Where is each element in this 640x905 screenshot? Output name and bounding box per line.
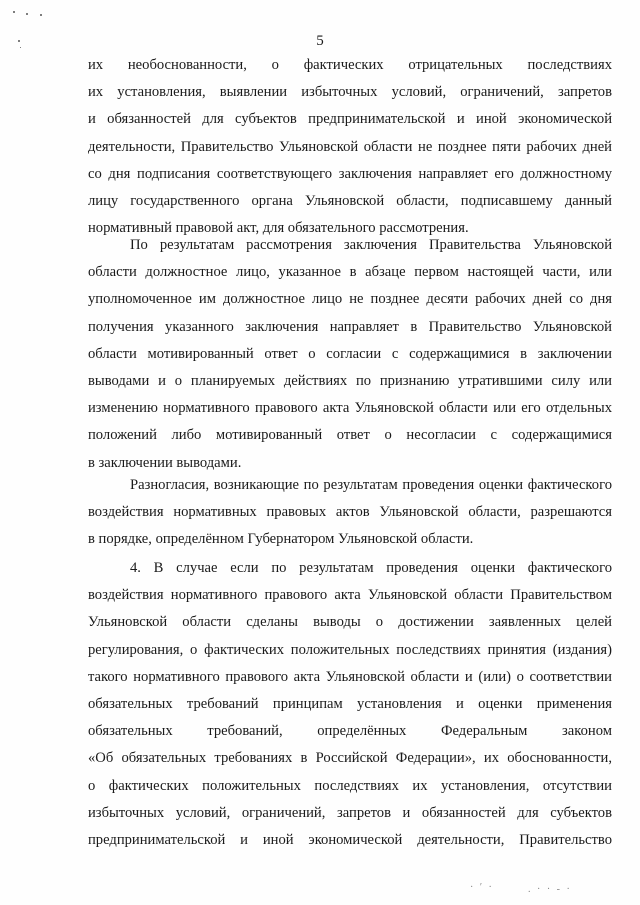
text-line: нормативный правовой акт, для обязательного рассмотрения. bbox=[88, 220, 469, 237]
text-line: Разногласия, возникающие по результатам проведения оценки фактического bbox=[130, 477, 612, 493]
text-line: области должностное лицо, указанное в абзаце первом настоящей части, или bbox=[88, 264, 612, 281]
text-line: уполномоченное им должностное лицо не позднее десяти рабочих дней со дня bbox=[88, 291, 612, 308]
text-line: воздействия нормативных правовых актов Ульяновской области, разрешаются bbox=[88, 504, 612, 521]
text-line: их необоснованности, о фактических отрицательных последствиях bbox=[88, 57, 612, 73]
text-line: о фактических положительных последствиях их установления, отсутствии bbox=[88, 777, 612, 794]
text-line: лицу государственного органа Ульяновской области, подписавшему данный bbox=[88, 193, 612, 210]
scan-noise: . · · - · bbox=[528, 884, 572, 895]
text-line: положений либо мотивированный ответ о несогласии с содержащимися bbox=[88, 427, 612, 444]
text-line: со дня подписания соответствующего заключения направляет его должностному bbox=[88, 165, 612, 182]
scan-speck bbox=[26, 13, 28, 15]
text-line: их установления, выявлении избыточных условий, ограничений, запретов bbox=[88, 84, 612, 101]
text-line: предпринимательской и иной экономической деятельности, Правительство bbox=[88, 832, 612, 849]
text-line: Ульяновской области сделаны выводы о достижении заявленных целей bbox=[88, 614, 612, 631]
scan-speck bbox=[13, 11, 15, 13]
text-line: 4. В случае если по результатам проведения оценки фактического bbox=[130, 560, 612, 576]
text-line: избыточных условий, ограничений, запретов и обязанностей для субъектов bbox=[88, 804, 612, 821]
text-line: получения указанного заключения направляет в Правительство Ульяновской bbox=[88, 318, 612, 335]
paragraph-section-4 bbox=[88, 555, 612, 854]
text-line: области мотивированный ответ о согласии с содержащимися в заключении bbox=[88, 345, 612, 362]
paragraph-continuation bbox=[88, 52, 612, 242]
text-line: такого нормативного правового акта Ульяновской области и (или) о соответствии bbox=[88, 668, 612, 685]
text-line: в порядке, определённом Губернатором Ульяновской области. bbox=[88, 531, 474, 548]
text-line: и обязанностей для субъектов предпринимательской и иной экономической bbox=[88, 111, 612, 128]
paragraph-response bbox=[88, 232, 612, 477]
text-line: По результатам рассмотрения заключения Правительства Ульяновской bbox=[130, 237, 612, 253]
text-line: «Об обязательных требованиях в Российской Федерации», их обоснованности, bbox=[88, 750, 612, 767]
text-line: выводами и о планируемых действиях по признанию утратившими силу или bbox=[88, 373, 612, 390]
text-line: обязательных требований принципам установления и оценки применения bbox=[88, 696, 612, 713]
text-line: регулирования, о фактических положительных последствиях принятия (издания) bbox=[88, 641, 612, 658]
page-number: 5 bbox=[316, 33, 324, 49]
text-line: деятельности, Правительство Ульяновской области не позднее пяти рабочих дней bbox=[88, 138, 612, 155]
paragraph-disagreements bbox=[88, 472, 612, 554]
text-line: в заключении выводами. bbox=[88, 454, 242, 471]
text-line: обязательных требований, определённых Федеральным законом bbox=[88, 723, 612, 740]
scan-speck bbox=[40, 14, 42, 16]
scan-noise: · ′ · bbox=[470, 882, 494, 893]
text-line: воздействия нормативного правового акта Ульяновской области Правительством bbox=[88, 587, 612, 604]
text-line: изменению нормативного правового акта Ульяновской области или его отдельных bbox=[88, 400, 612, 417]
